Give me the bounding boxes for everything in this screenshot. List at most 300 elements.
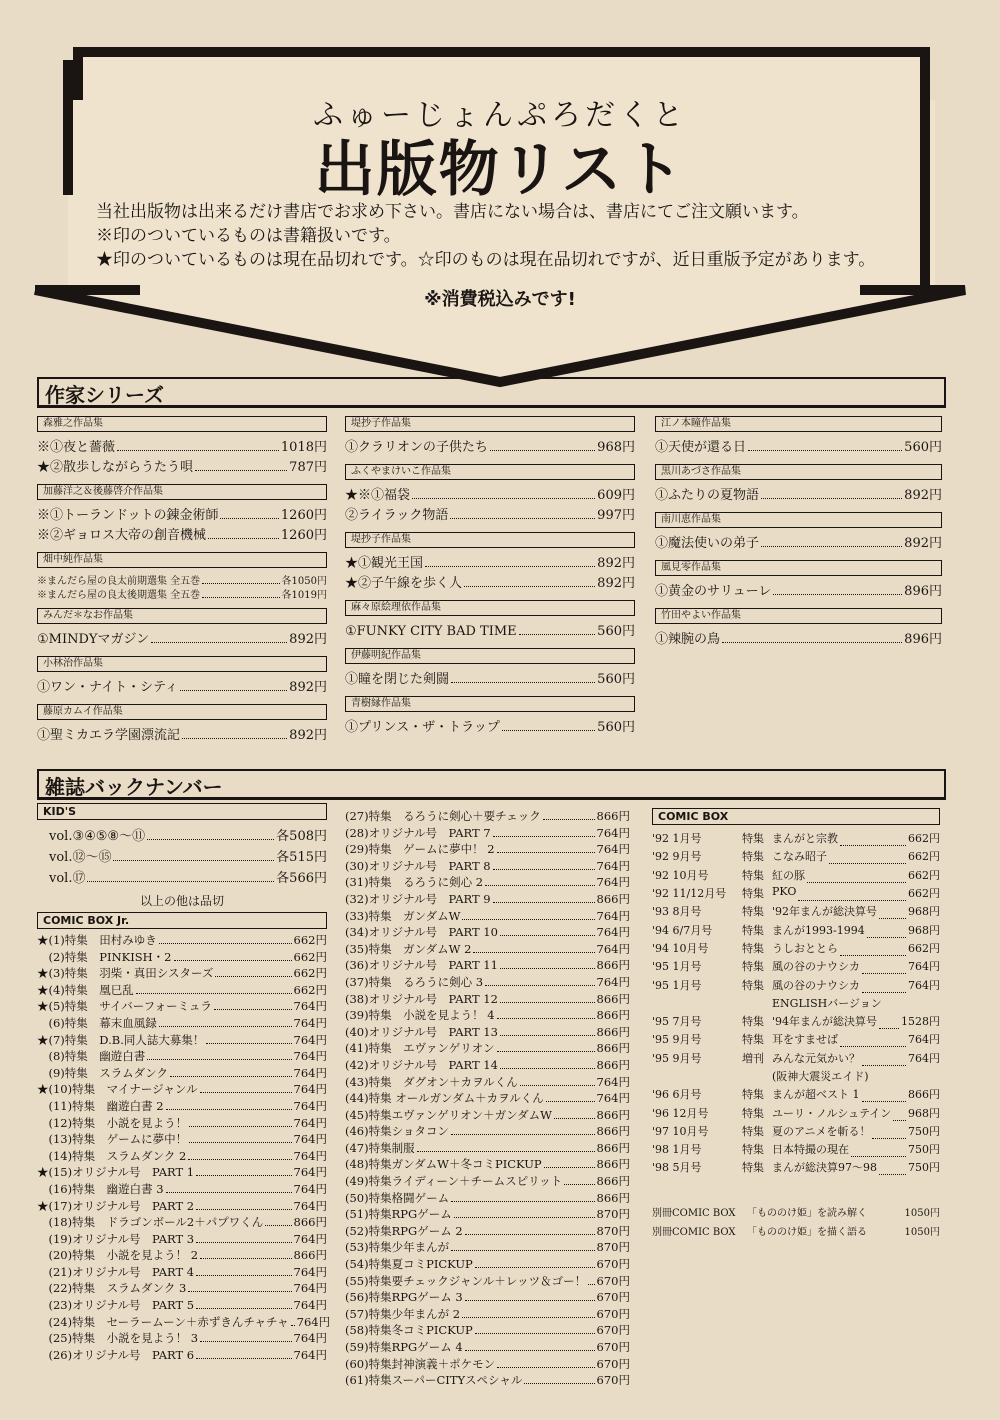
list-item: [652, 884, 940, 902]
item-title: (41)特集 エヴァンゲリオン: [345, 1041, 495, 1056]
item-price: 1260円: [280, 528, 327, 543]
list-item: [652, 1049, 940, 1067]
list-item: [345, 1024, 630, 1041]
leader-dots: [465, 1350, 595, 1351]
note-line: 当社出版物は出来るだけ書店でお求め下さい。書店にない場合は、書店にてご注文願います。: [96, 202, 809, 222]
leader-dots: [465, 1300, 595, 1301]
list-item: [345, 1256, 630, 1273]
note-line: ★印のついているものは現在品切れです。☆印のものは現在品切れですが、近日重版予定があります。: [96, 250, 876, 270]
group-header: 小林治作品集: [37, 656, 327, 672]
item-price: 764円: [293, 1032, 327, 1047]
list-item: [345, 620, 635, 640]
leader-dots: [170, 1076, 291, 1077]
list-item: [37, 1314, 331, 1331]
list-item: [652, 920, 940, 938]
leader-dots: [502, 730, 595, 731]
leader-dots: [117, 450, 279, 451]
leader-dots: [519, 634, 596, 635]
list-item: [655, 436, 942, 456]
issue-type: 特集: [742, 850, 764, 864]
item-title: こなみ昭子: [772, 850, 827, 864]
item-price: 870円: [596, 1207, 630, 1222]
list-item: [37, 1264, 327, 1281]
leader-dots: [451, 1134, 595, 1135]
item-title: 日本特撮の現在: [772, 1143, 849, 1157]
item-title: 風の谷のナウシカ: [772, 960, 860, 974]
leader-dots: [200, 1341, 291, 1342]
group-header: 風見零作品集: [655, 560, 942, 576]
list-item: [37, 572, 327, 586]
leader-dots: [189, 1126, 291, 1127]
leader-dots: [840, 830, 906, 846]
item-title: (21)オリジナル号 PART 4: [37, 1264, 195, 1279]
item-price: 866円: [596, 1174, 630, 1189]
item-title: (60)特集封神演義＋ポケモン: [345, 1356, 496, 1371]
list-item: [345, 991, 630, 1008]
list-item: [652, 829, 940, 847]
list-item: [345, 1223, 630, 1240]
item-title: まんが総決算97～98: [772, 1161, 877, 1175]
list-item: [345, 1107, 630, 1124]
item-price: 各566円: [276, 871, 327, 886]
item-title: ①辣腕の鳥: [655, 632, 721, 647]
item-price: 750円: [908, 1124, 940, 1138]
item-title: (61)特集スーパーCITYスペシャル: [345, 1373, 523, 1388]
magazine-section-heading: 雑誌バックナンバー: [37, 769, 946, 800]
list-item: [37, 1164, 327, 1181]
list-item: [345, 957, 630, 974]
item-price: 764円: [293, 1181, 327, 1196]
leader-dots: [159, 943, 292, 944]
leader-dots: [291, 1325, 295, 1326]
list-item: [652, 1085, 940, 1103]
list-item: [37, 524, 327, 544]
author-column: [37, 410, 327, 746]
item-title: (34)オリジナル号 PART 10: [345, 925, 498, 940]
item-title: '94年まんが総決算号: [772, 1015, 878, 1029]
notes-block: [96, 200, 916, 272]
leader-dots: [451, 1201, 594, 1202]
list-item: [37, 1098, 327, 1115]
issue-type: 別冊COMIC BOX: [652, 1226, 736, 1238]
item-price: 787円: [289, 460, 327, 475]
list-item: [49, 846, 327, 867]
group-header: みんだ＊なお作品集: [37, 608, 327, 624]
item-title: (14)特集 スラムダンク 2: [37, 1148, 187, 1163]
item-price: 764円: [293, 1065, 327, 1080]
leader-dots: [451, 682, 595, 683]
item-price: 764円: [293, 1148, 327, 1163]
list-item: [37, 932, 327, 949]
leader-dots: [879, 903, 906, 919]
list-item: [652, 847, 940, 865]
list-item: [37, 628, 327, 648]
item-price: 866円: [293, 1215, 327, 1230]
leader-dots: [147, 1059, 291, 1060]
item-title: (57)特集少年まんが 2: [345, 1306, 461, 1321]
item-price: 670円: [596, 1273, 630, 1288]
page-title: 出版物リスト: [314, 135, 686, 205]
list-item: [652, 1122, 940, 1140]
item-price: 662円: [908, 941, 940, 955]
leader-dots: [195, 470, 287, 471]
item-price: 764円: [293, 1082, 327, 1097]
author-section-heading: 作家シリーズ: [37, 377, 946, 408]
item-title: まんがと宗教: [772, 832, 838, 846]
leader-dots: [196, 1275, 291, 1276]
item-title: ★(4)特集 凰巳乱: [37, 982, 134, 997]
issue-type: 特集: [742, 1015, 764, 1029]
item-title: ①プリンス・ザ・トラップ: [345, 720, 500, 735]
item-title: (37)特集 るろうに剣心 3: [345, 974, 484, 989]
item-title: みんな元気かい？: [772, 1051, 860, 1065]
item-title: ★①観光王国: [345, 556, 424, 571]
issue-date: '95 9月号: [652, 1051, 702, 1065]
list-item: [345, 1356, 630, 1373]
item-title: vol.⑫～⑮: [49, 850, 112, 865]
item-price: 各1050円: [281, 576, 327, 587]
list-item: [37, 1330, 327, 1347]
author-column: [655, 410, 942, 650]
list-item: [345, 1123, 630, 1140]
leader-dots: [588, 1284, 594, 1285]
item-title: ①魔法使いの弟子: [655, 536, 760, 551]
list-item: [37, 1015, 327, 1032]
item-price: 662円: [908, 868, 940, 882]
leader-dots: [490, 450, 595, 451]
item-price: 1528円: [901, 1015, 940, 1029]
item-title: (13)特集 ゲームに夢中！: [37, 1132, 188, 1147]
group-header: 麻々原絵理依作品集: [345, 600, 635, 616]
leader-dots: [465, 1234, 595, 1235]
item-title: ※まんだら屋の良太後期選集 全五巻: [37, 590, 201, 601]
leader-dots: [159, 1026, 292, 1027]
list-item: [345, 1007, 630, 1024]
issue-date: '95 1月号: [652, 978, 702, 992]
issue-type: 特集: [742, 868, 764, 882]
item-title: ENGLISHバージョン: [772, 996, 882, 1010]
group-header: 竹田やよい作品集: [655, 608, 942, 624]
item-title: vol.⑰: [49, 871, 86, 886]
item-price: 1260円: [280, 508, 327, 523]
leader-dots: [462, 1317, 594, 1318]
list-item: [37, 1198, 327, 1215]
item-title: PKO: [772, 885, 797, 899]
leader-dots: [879, 1013, 899, 1029]
leader-dots: [851, 1141, 906, 1157]
item-title: (20)特集 小説を見よう！ 2: [37, 1248, 199, 1263]
item-price: 896円: [904, 584, 942, 599]
list-item: [345, 924, 630, 941]
item-price: 各508円: [276, 829, 327, 844]
item-price: 764円: [293, 1098, 327, 1113]
item-price: 764円: [908, 960, 940, 974]
item-title: 「もののけ姫」を描く語る: [747, 1226, 867, 1238]
list-item: [345, 552, 635, 572]
item-price: 866円: [596, 958, 630, 973]
leader-dots: [497, 1367, 594, 1368]
item-price: 968円: [908, 1106, 940, 1120]
issue-date: '92 10月号: [652, 868, 709, 882]
item-price: 764円: [293, 1115, 327, 1130]
item-price: 764円: [596, 875, 630, 890]
item-price: 866円: [596, 1124, 630, 1139]
item-price: 各1019円: [281, 590, 327, 601]
leader-dots: [829, 848, 906, 864]
list-item: [37, 586, 327, 600]
issue-type: 特集: [742, 905, 764, 919]
issue-type: 特集: [742, 1143, 764, 1157]
issue-date: '93 8月号: [652, 905, 702, 919]
item-price: 670円: [596, 1323, 630, 1338]
list-item: [345, 1156, 630, 1173]
list-item: [37, 1231, 327, 1248]
item-title: 「もののけ姫」を読み解く: [747, 1208, 867, 1220]
item-price: 764円: [596, 1091, 630, 1106]
item-title: (43)特集 ダグオン＋カヲルくん: [345, 1074, 518, 1089]
item-price: 764円: [293, 1347, 327, 1362]
list-item: [345, 668, 635, 688]
item-title: (38)オリジナル号 PART 12: [345, 991, 498, 1006]
item-price: 670円: [596, 1257, 630, 1272]
issue-date: '98 1月号: [652, 1143, 702, 1157]
item-title: (28)オリジナル号 PART 7: [345, 825, 491, 840]
leader-dots: [867, 922, 906, 938]
list-item: [37, 998, 327, 1015]
item-price: 670円: [596, 1290, 630, 1305]
list-item: [655, 580, 942, 600]
list-item: [345, 1040, 630, 1057]
item-price: 764円: [293, 999, 327, 1014]
item-price: 866円: [596, 1107, 630, 1122]
list-item: [652, 1067, 940, 1085]
item-price: 1018円: [280, 440, 327, 455]
item-title: ※①トーランドットの錬金術師: [37, 508, 219, 523]
leader-dots: [722, 642, 902, 643]
item-price: 670円: [596, 1356, 630, 1371]
list-item: [345, 1239, 630, 1256]
leader-dots: [188, 1159, 291, 1160]
group-header: 堤抄子作品集: [345, 416, 635, 432]
issue-date: '95 1月号: [652, 960, 702, 974]
issue-date: '92 9月号: [652, 850, 702, 864]
leader-dots: [188, 1291, 291, 1292]
issue-type: 特集: [742, 832, 764, 846]
leader-dots: [151, 642, 287, 643]
item-title: 紅の豚: [772, 868, 805, 882]
item-price: 866円: [596, 1140, 630, 1155]
item-title: (32)オリジナル号 PART 9: [345, 891, 491, 906]
item-price: 892円: [289, 728, 327, 743]
list-item: [37, 1347, 327, 1364]
item-title: (39)特集 小説を見よう！ 4: [345, 1008, 495, 1023]
issue-type: 特集: [742, 887, 764, 901]
item-price: 892円: [597, 556, 635, 571]
item-title: ★(1)特集 田村みゆき: [37, 933, 157, 947]
group-header: COMIC BOX: [652, 808, 940, 825]
item-price: 750円: [908, 1161, 940, 1175]
list-item: [345, 1306, 630, 1323]
leader-dots: [454, 1217, 595, 1218]
item-title: (55)特集要チェックジャンル＋レッツ＆ゴー！: [345, 1273, 587, 1288]
list-item: [345, 1090, 630, 1107]
leader-dots: [215, 976, 291, 977]
group-header: 森雅之作品集: [37, 416, 327, 432]
item-title: (11)特集 幽遊白書 2: [37, 1098, 164, 1113]
issue-type: 特集: [742, 1161, 764, 1175]
tax-note: ※消費税込みです!: [424, 289, 576, 310]
item-title: (54)特集夏コミPICKUP: [345, 1257, 473, 1272]
item-price: 764円: [596, 974, 630, 989]
leader-dots: [87, 881, 274, 882]
issue-type: 別冊COMIC BOX: [652, 1208, 736, 1220]
list-item: [652, 1030, 940, 1048]
list-item: [49, 825, 327, 846]
item-title: (42)オリジナル号 PART 14: [345, 1057, 498, 1072]
item-price: 764円: [293, 1281, 327, 1296]
leader-dots: [493, 869, 595, 870]
item-title: (22)特集 スラムダンク 3: [37, 1281, 187, 1296]
item-price: 764円: [293, 1132, 327, 1147]
kids-note: 以上の他は品切: [139, 894, 224, 908]
item-title: (44)特集 オールガンダム＋カヲルくん: [345, 1091, 544, 1106]
list-item: [37, 724, 327, 744]
leader-dots: [773, 594, 902, 595]
issue-type: 特集: [742, 1088, 764, 1102]
item-title: ①ワン・ナイト・シティ: [37, 680, 179, 695]
group-header: ふくやまけいこ作品集: [345, 464, 635, 480]
leader-dots: [862, 977, 906, 993]
item-title: 夏のアニメを斬る！: [772, 1124, 871, 1138]
item-title: (16)特集 幽遊白書 3: [37, 1181, 164, 1196]
issue-type: 特集: [742, 1033, 764, 1047]
leader-dots: [524, 1383, 594, 1384]
leader-dots: [200, 1092, 292, 1093]
item-title: (53)特集少年まんが: [345, 1240, 450, 1255]
list-item: [345, 941, 630, 958]
list-item: [345, 974, 630, 991]
list-item: [37, 504, 327, 524]
list-item: [37, 1214, 327, 1231]
leader-dots: [520, 1085, 595, 1086]
item-title: ユーリ・ノルシュテイン: [772, 1106, 892, 1120]
list-item: [37, 1032, 327, 1049]
leader-dots: [196, 1358, 291, 1359]
item-title: ※①夜と薔薇: [37, 440, 116, 455]
item-price: 764円: [908, 978, 940, 992]
item-title: (33)特集 ガンダムW: [345, 908, 461, 923]
comicbox-block: [652, 802, 940, 1239]
leader-dots: [840, 1031, 906, 1047]
list-item: [37, 1065, 327, 1082]
item-price: 764円: [596, 825, 630, 840]
item-title: (52)特集RPGゲーム 2: [345, 1223, 463, 1238]
issue-type: 特集: [742, 1124, 764, 1138]
item-title: (46)特集ショタコン: [345, 1124, 449, 1139]
item-title: (50)特集格闘ゲーム: [345, 1190, 450, 1205]
item-price: 670円: [596, 1306, 630, 1321]
leader-dots: [840, 940, 906, 956]
issue-type: 特集: [742, 978, 764, 992]
item-price: 670円: [596, 1373, 630, 1388]
leader-dots: [493, 836, 595, 837]
leader-dots: [214, 1009, 292, 1010]
leader-dots: [475, 1333, 595, 1334]
list-item: [37, 1247, 327, 1264]
leader-dots: [807, 867, 906, 883]
item-title: (49)特集ライディーン＋チームスピリット: [345, 1174, 563, 1189]
list-item: [652, 1103, 940, 1121]
list-item: [652, 1221, 940, 1239]
item-price: 764円: [596, 842, 630, 857]
leader-dots: [113, 860, 274, 861]
item-price: 764円: [908, 1051, 940, 1065]
item-title: ★②散歩しながらうたう唄: [37, 460, 194, 475]
leader-dots: [202, 583, 279, 584]
leader-dots: [475, 1267, 595, 1268]
leader-dots: [862, 1086, 907, 1102]
leader-dots: [220, 518, 278, 519]
item-price: 866円: [596, 891, 630, 906]
leader-dots: [206, 1043, 291, 1044]
list-item: [652, 957, 940, 975]
leader-dots: [546, 1101, 595, 1102]
item-price: 968円: [597, 440, 635, 455]
leader-dots: [136, 993, 292, 994]
leader-dots: [564, 1184, 594, 1185]
item-title: まんが1993-1994: [772, 923, 865, 937]
issue-date: '96 12月号: [652, 1106, 709, 1120]
item-price: 560円: [597, 624, 635, 639]
item-price: 764円: [293, 1015, 327, 1030]
item-price: 662円: [293, 966, 327, 981]
leader-dots: [425, 566, 595, 567]
item-price: 750円: [908, 1143, 940, 1157]
item-title: 風の谷のナウシカ: [772, 978, 860, 992]
list-item: [652, 866, 940, 884]
item-title: ①瞳を閉じた剣闘: [345, 672, 450, 687]
issue-type: 特集: [742, 1106, 764, 1120]
issue-date: '92 1月号: [652, 832, 702, 846]
note-line: ※印のついているものは書籍扱いです。: [96, 226, 401, 246]
item-price: 560円: [904, 440, 942, 455]
item-title: ※②ギョロス大帝の創音機械: [37, 528, 207, 543]
item-price: 764円: [596, 858, 630, 873]
leader-dots: [497, 1018, 595, 1019]
leader-dots: [497, 1051, 595, 1052]
leader-dots: [166, 1192, 292, 1193]
issue-date: '94 6/7月号: [652, 923, 713, 937]
item-title: (36)オリジナル号 PART 11: [345, 958, 498, 973]
item-price: 764円: [293, 1049, 327, 1064]
item-price: 764円: [293, 1231, 327, 1246]
item-title: (27)特集 るろうに剣心＋要チェック: [345, 809, 541, 823]
item-price: 866円: [596, 991, 630, 1006]
list-item: [345, 858, 630, 875]
list-item: [37, 1181, 327, 1198]
item-title: vol.③④⑤⑧～⑪: [49, 829, 146, 844]
item-title: ①聖ミカエラ学園漂流記: [37, 728, 181, 743]
item-price: 968円: [908, 905, 940, 919]
item-title: (23)オリジナル号 PART 5: [37, 1298, 195, 1313]
comicbox-jr-block: [37, 906, 331, 1363]
list-item: [37, 1297, 327, 1314]
item-title: ★②子午線を歩く人: [345, 576, 463, 591]
item-title: うしおととら: [772, 941, 838, 955]
leader-dots: [265, 1225, 291, 1226]
item-price: 764円: [596, 1074, 630, 1089]
group-header: COMIC BOX Jr.: [37, 912, 327, 929]
